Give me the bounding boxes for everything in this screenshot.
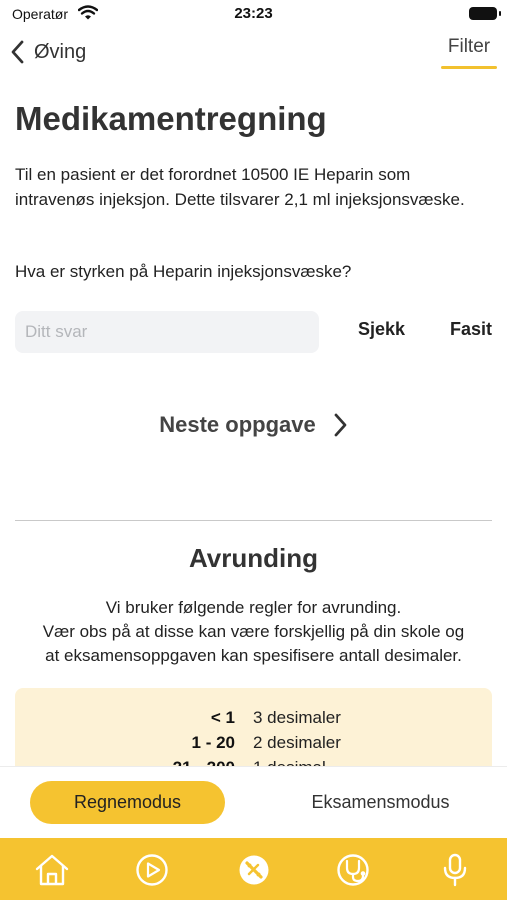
- page-title: Medikamentregning: [15, 100, 327, 137]
- tab-stethoscope[interactable]: [334, 850, 374, 890]
- section-divider: [15, 520, 492, 521]
- rule-row: [15, 733, 492, 758]
- rounding-line-1: Vi bruker følgende regler for avrunding.: [105, 598, 402, 617]
- rounding-line-3: at eksamensoppgaven kan spesifisere antall desimaler.: [45, 646, 462, 665]
- status-clock: 23:23: [234, 5, 273, 22]
- stethoscope-icon: [336, 853, 372, 887]
- mode-switch: [0, 766, 507, 838]
- tab-bar: [0, 838, 507, 900]
- rule-row: [15, 708, 492, 733]
- navigation-bar: [0, 30, 507, 74]
- next-task-button[interactable]: [0, 412, 507, 438]
- rule-description: 2 desimaler: [253, 733, 341, 752]
- calculation-mode-button[interactable]: Regnemodus: [30, 781, 225, 824]
- tab-home[interactable]: [32, 850, 72, 890]
- microphone-icon: [440, 852, 470, 888]
- rounding-title: Avrunding: [188, 543, 319, 573]
- rule-range: 1 - 20: [191, 733, 235, 752]
- medication-icon: [237, 853, 271, 887]
- home-icon: [34, 853, 70, 887]
- check-button[interactable]: Sjekk: [358, 319, 406, 339]
- rule-description: 3 desimaler: [253, 708, 341, 727]
- filter-underline: [441, 66, 497, 69]
- filter-button[interactable]: [441, 36, 497, 69]
- carrier-label: Operatør: [12, 6, 69, 22]
- question-prompt: Hva er styrken på Heparin injeksjonsvæske?: [15, 262, 352, 281]
- status-bar: [0, 0, 507, 28]
- answer-key-button[interactable]: Fasit: [450, 319, 493, 339]
- filter-label: Filter: [447, 36, 491, 57]
- next-task-label: Neste oppgave: [159, 412, 316, 437]
- battery-icon: [469, 7, 497, 20]
- chevron-left-icon: [10, 40, 24, 64]
- rounding-description: [0, 596, 507, 668]
- tab-video[interactable]: [132, 850, 172, 890]
- back-label: Øving: [34, 40, 87, 63]
- chevron-right-icon: [334, 413, 348, 437]
- answer-input[interactable]: [15, 311, 319, 353]
- rounding-line-2: Vær obs på at disse kan være forskjellig på din skole og: [42, 622, 465, 641]
- exam-mode-button[interactable]: Eksamensmodus: [311, 792, 450, 812]
- question-text: Til en pasient er det forordnet 10500 IE Heparin som intravenøs injeksjon. Dette tilsvarer 2,1 ml injeksjonsvæske.: [15, 165, 465, 209]
- rule-range: < 1: [210, 708, 235, 727]
- tab-microphone[interactable]: [435, 850, 475, 890]
- tab-medication[interactable]: [234, 850, 274, 890]
- back-button[interactable]: [10, 38, 86, 66]
- play-icon: [135, 853, 169, 887]
